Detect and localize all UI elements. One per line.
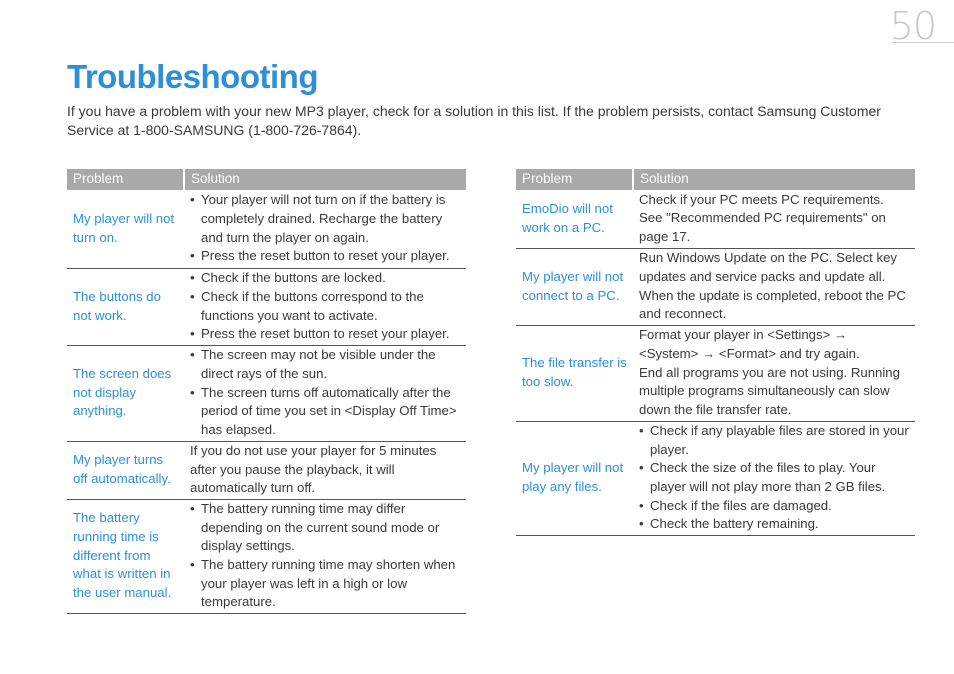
page-number: 50: [889, 4, 936, 48]
problem-cell: My player will not connect to a PC.: [516, 248, 633, 325]
problem-cell: EmoDio will not work on a PC.: [516, 190, 633, 248]
problem-column-header: Problem: [67, 169, 184, 190]
problem-cell: The battery running time is different from what is written in the user manual.: [67, 499, 184, 613]
problem-cell: The screen does not display anything.: [67, 345, 184, 441]
solution-text: End all programs you are not using. Running multiple programs simultaneously can slow down the file transfer rate.: [639, 364, 900, 418]
solution-bullet: • Check the size of the files to play. Your player will not play more than 2 GB files.: [639, 459, 909, 496]
problem-cell: The buttons do not work.: [67, 268, 184, 345]
solution-column-header: Solution: [633, 169, 915, 190]
table-row: [67, 441, 466, 499]
solution-cell: [184, 441, 466, 499]
problem-column-header: Problem: [516, 169, 633, 190]
problem-cell: My player will not turn on.: [67, 190, 184, 268]
table-row: [516, 248, 915, 325]
table-header-row: [516, 169, 915, 190]
solution-bullet: • The battery running time may shorten when your player was left in a high or low temperature.: [190, 556, 460, 612]
solution-cell: [633, 325, 915, 421]
solution-bullet: • Check if any playable files are stored in your player.: [639, 422, 909, 459]
table-row: [67, 190, 466, 268]
solution-cell: [184, 190, 466, 268]
solution-cell: [633, 248, 915, 325]
solution-bullet: • Check if the buttons correspond to the functions you want to activate.: [190, 288, 460, 325]
solution-cell: [184, 345, 466, 441]
solution-cell: [633, 421, 915, 535]
troubleshooting-table-right: [516, 169, 915, 536]
solution-bullet: • Check if the buttons are locked.: [190, 269, 460, 288]
troubleshooting-table-left: [67, 169, 466, 614]
solution-text: Check if your PC meets PC requirements. See "Recommended PC requirements" on page 17.: [639, 191, 886, 245]
solution-bullet: • Check if the files are damaged.: [639, 497, 909, 516]
solution-cell: [184, 268, 466, 345]
intro-paragraph: If you have a problem with your new MP3 player, check for a solution in this list. If the problem persists, contact Samsung Customer Service at 1-800-SAMSUNG (1-800-726-7864).: [67, 103, 881, 138]
table-row: [67, 268, 466, 345]
solution-cell: [184, 499, 466, 613]
page-title: Troubleshooting: [67, 58, 318, 95]
problem-cell: My player turns off automatically.: [67, 441, 184, 499]
solution-text: Format your player in <Settings> → <System> → <Format> and try again.: [639, 327, 860, 361]
table-row: [516, 190, 915, 248]
solution-bullet: • Check the battery remaining.: [639, 515, 909, 534]
table-row: [516, 421, 915, 535]
table-row: [516, 325, 915, 421]
solution-bullet: • Press the reset button to reset your player.: [190, 325, 460, 344]
solution-bullet: • The screen turns off automatically after the period of time you set in <Display Off Time> has elapsed.: [190, 384, 460, 440]
corner-divider: [892, 42, 954, 43]
problem-cell: My player will not play any files.: [516, 421, 633, 535]
solution-bullet: • Press the reset button to reset your player.: [190, 247, 460, 266]
problem-cell: The file transfer is too slow.: [516, 325, 633, 421]
table-row: [67, 499, 466, 613]
solution-bullet: • The screen may not be visible under the direct rays of the sun.: [190, 346, 460, 383]
solution-cell: [633, 190, 915, 248]
table-row: [67, 345, 466, 441]
table-header-row: [67, 169, 466, 190]
solution-bullet: • Your player will not turn on if the battery is completely drained. Recharge the battery and turn the player on again.: [190, 191, 460, 247]
solution-text: Run Windows Update on the PC. Select key updates and service packs and update all. When the update is completed, reboot the PC and reconnect.: [639, 250, 906, 322]
solution-text: If you do not use your player for 5 minutes after you pause the playback, it will automatically turn off.: [190, 442, 437, 496]
solution-column-header: Solution: [184, 169, 466, 190]
solution-bullet: • The battery running time may differ depending on the current sound mode or display settings.: [190, 500, 460, 556]
